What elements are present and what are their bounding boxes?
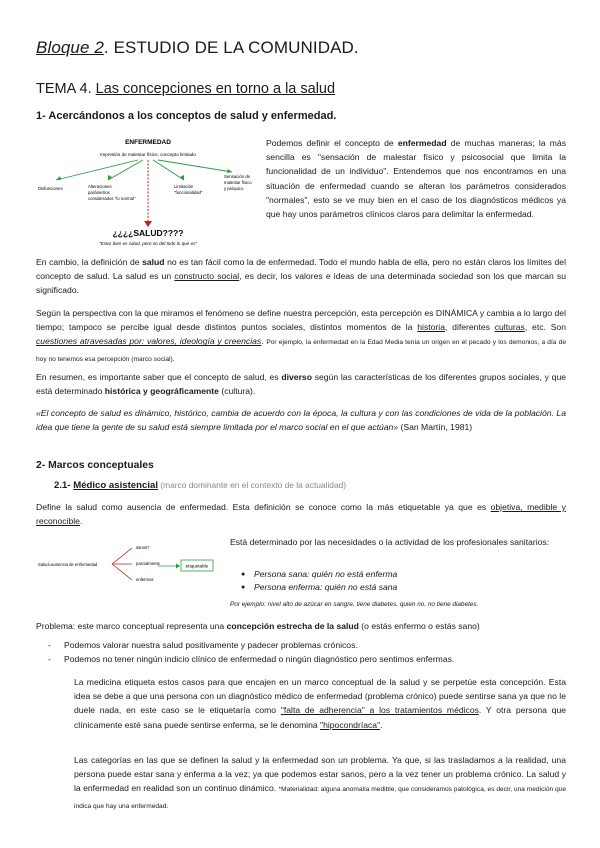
example-note: Por ejemplo: nivel alto de azúcar en sangre, tiene diabetes. quien no, no tiene diabetes.	[230, 601, 479, 608]
node-limitacion: Limitación	[174, 184, 194, 189]
section-2-1-heading: 2.1- Médico asistencial (marco dominante en el contexto de la actualidad)	[54, 480, 347, 491]
node-alteraciones: Alteraciones	[88, 184, 112, 189]
diagram2-red-lines	[112, 548, 132, 580]
diagram-green-arrows	[56, 160, 232, 180]
section-2-heading: 2- Marcos conceptuales	[36, 460, 154, 471]
diagram-title: ENFERMEDAD	[125, 139, 171, 146]
node-funcionalidad: "funcionalidad"	[174, 190, 203, 195]
tema-heading	[36, 81, 335, 97]
section-1-heading: 1- Acercándonos a los conceptos de salud y enfermedad.	[36, 110, 337, 122]
node-sensacion: Sensación de	[224, 174, 251, 179]
diagram2-box-label: etiquetable	[185, 563, 209, 569]
quote-san-martin	[36, 406, 566, 434]
list-item: ● Persona enferma: quién no está sana	[254, 581, 397, 594]
diagram-quote: "Estar bien es salud, pero no del todo lo que es"	[98, 241, 198, 246]
paragraph-resumen: En resumen, es importante saber que el concepto de salud, es diverso según las características de los diferentes grupos sociales, y que está determinado histórica y geográficamente (cultura).	[36, 372, 567, 397]
medico-asistencial-diagram	[36, 540, 222, 592]
paragraph-salud: En cambio, la definición de salud no es tan fácil como la de enfermedad. Todo el mundo habla de ella, pero no están claros los límites del concepto de salud. La salud es un constructo social, es decir, los valores e ideas de una determinada sociedad son los que marcan su significado.	[36, 257, 566, 296]
bloque-title: . ESTUDIO DE LA COMUNIDAD.	[103, 38, 359, 57]
paragraph-definicion: Define la salud como ausencia de enfermedad. Esta definición se conoce como la más etiquetable ya que es objetiva, medible y reconocible.	[36, 502, 566, 527]
list-item: - Podemos valorar nuestra salud positivamente y padecer problemas crónicos.	[36, 638, 566, 652]
diagram-subtitle: Impresión de malestar físico, concepto limitado	[100, 152, 196, 157]
arrowheads	[56, 169, 232, 180]
paragraph-enfermedad: Podemos definir el concepto de enfermedad de muchas maneras; la más sencilla es "sensación de malestar físico y psicosocial que limita la funcionalidad de un individuo". Entendemos que nos encontramos en una situación de enfermedad cuando se alteran los parámetros considerados "normales", esto se ve muy bien en el caso de los diagnósticos médicos ya que hay unos parámetros clínicos claros para delimitar la enfermedad.	[266, 138, 566, 220]
diagram2-mid: parcialmente	[136, 561, 160, 566]
diagram2-top: sanos?	[136, 545, 150, 550]
arrow-to-limitacion	[153, 160, 184, 180]
node-disfunciones: Disfunciones	[38, 186, 63, 191]
diagram2-bottom: enfermos	[136, 577, 154, 582]
paragraph-etiqueta: La medicina etiqueta estos casos para que encajen en un marco conceptual de la salud y se perpetúe esta concepción. Esta idea se debe a que una persona con un diagnóstico médico de enfermedad (problema crónico) puede sentirse sana ya que no le duele nada, en este caso se le etiquetaría como "falta de adherencia" a los tratamientos médicos. Y otra persona que clínicamente esté sana puede sentirse enferma, se le denomina "hipocondríaca".	[74, 677, 567, 730]
quote-citation: (San Martín, 1981)	[400, 422, 473, 433]
enfermedad-diagram	[36, 134, 262, 252]
page-title	[36, 38, 359, 58]
node-normal: considerados "lo normal"	[88, 196, 136, 201]
paragraph-perspectiva: Según la perspectiva con la que miramos el fenómeno se define nuestra percepción, esta percepción es DINÁMICA y cambia a lo largo del tiempo; tampoco se percibe igual desde distintos puntos sociales, distintos momentos de la historia, diferentes culturas, etc. Son cuestiones atravesadas por: valores, ideología y creencias. Por ejemplo, la enfermedad en la Edad Media tenía un origen en el pecado y los demonios, a día de hoy no tenemos esa percepción (marco social).	[36, 308, 566, 363]
node-malestar: malestar físico	[224, 180, 252, 185]
node-psiquico: y psíquico	[224, 186, 244, 191]
diagram2-arrowhead	[176, 564, 180, 569]
salud-question: ¿¿¿¿SALUD????	[112, 228, 184, 238]
quote-text: «El concepto de salud es dinámico, histórico, cambia de acuerdo con la época, la cultura y con las condiciones de vida de la población. La idea que tiene la gente de su salud está siempre limitada por el marco social en el que actúan»	[36, 408, 566, 433]
bloque-label: Bloque 2	[36, 38, 104, 57]
paragraph-profesionales: Está determinado por las necesidades o la actividad de los profesionales sanitarios:	[230, 537, 550, 547]
node-parametros: parámetros	[88, 190, 110, 195]
red-arrowhead	[144, 221, 152, 227]
paragraph-problema: Problema: este marco conceptual representa una concepción estrecha de la salud (o estás enfermo o estás sano)	[36, 621, 480, 631]
list-item: ● Persona sana: quién no está enferma	[254, 568, 397, 581]
list-item: - Podemos no tener ningún indicio clínico de enfermedad o ningún diagnóstico pero sentimos enfermas.	[36, 652, 566, 666]
tema-prefix: TEMA 4.	[36, 81, 96, 97]
bullet-list	[232, 568, 397, 594]
tema-title: Las concepciones en torno a la salud	[95, 81, 336, 97]
paragraph-categorias: Las categorías en las que se definen la salud y la enfermedad son un problema. Ya que, si las trasladamos a la realidad, una persona puede estar sana y enferma a la vez; ya que podemos estar sanos, pero a la vez tener un problema crónico. La salud y la enfermedad en realidad son un continuo dinámico. *Materialidad: alguna anomalía medible, que consideramos patológica, es decir, una medición que indica que hay una enfermedad.	[74, 755, 567, 810]
diagram2-left: Salud=ausencia de enfermedad	[38, 562, 98, 567]
dash-list	[36, 638, 566, 666]
